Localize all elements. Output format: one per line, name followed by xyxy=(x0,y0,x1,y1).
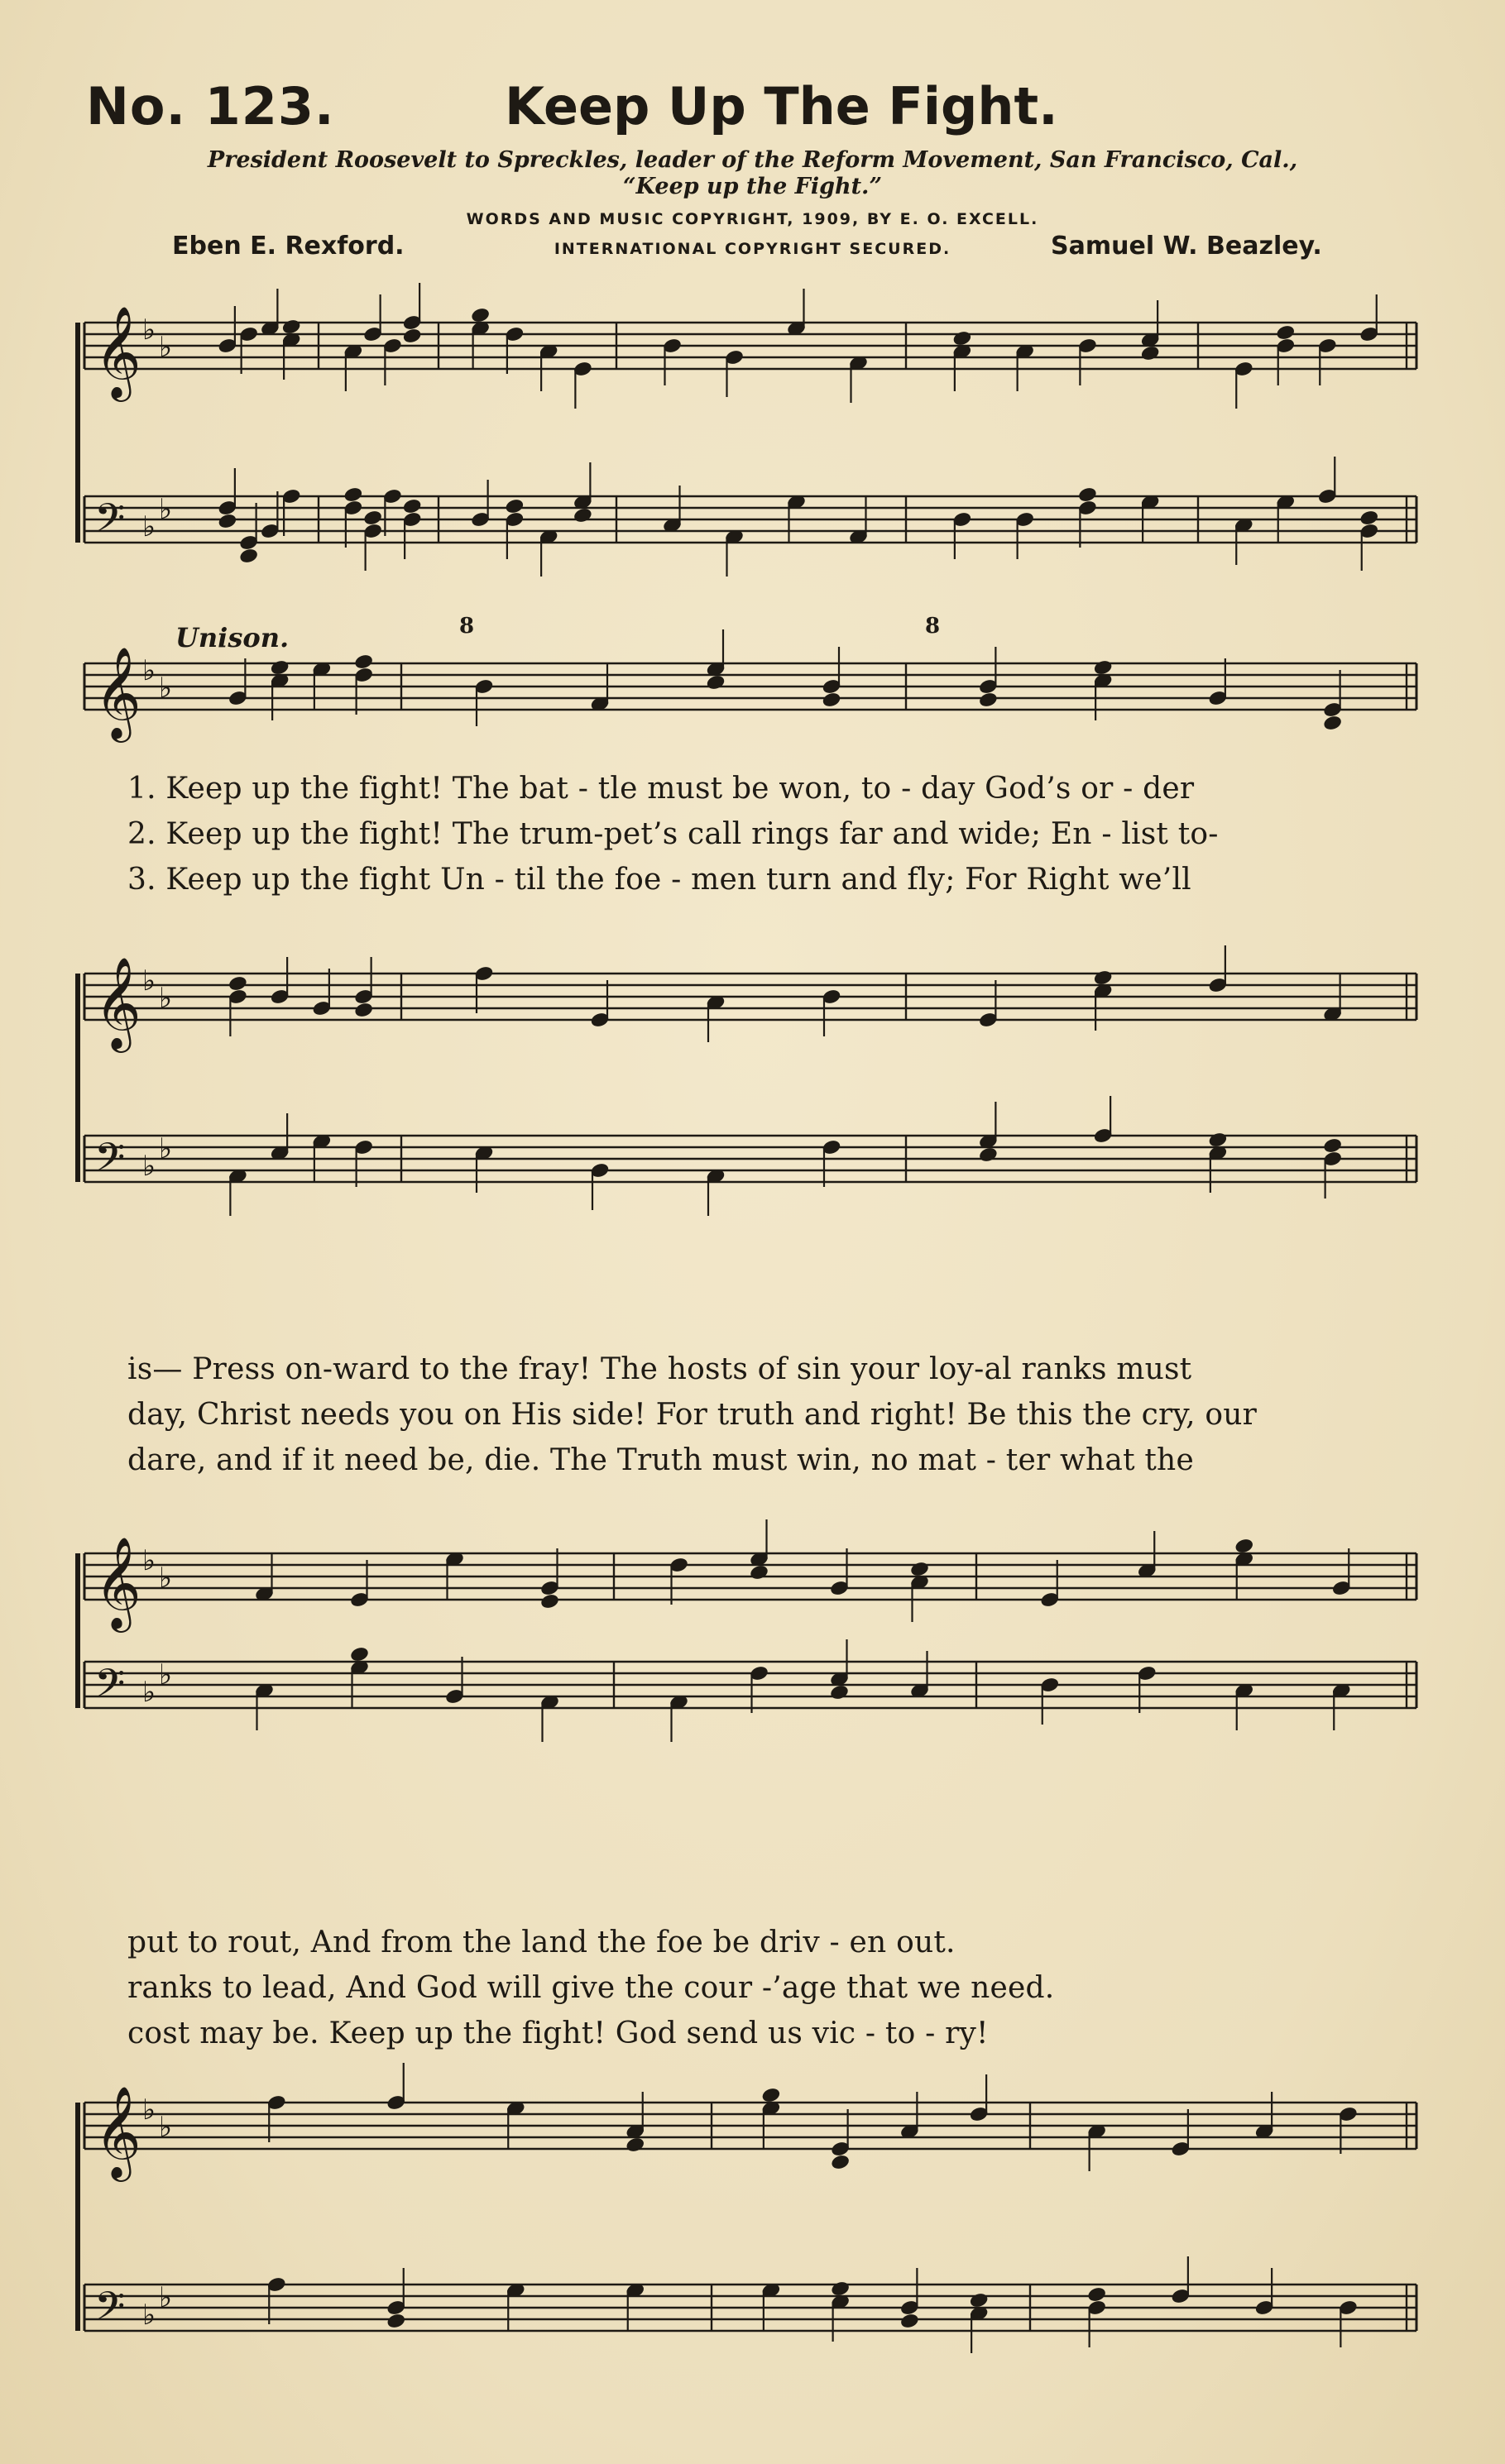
notehead xyxy=(830,1684,850,1701)
unison-direction: Unison. xyxy=(175,622,290,653)
notehead xyxy=(1208,1132,1228,1148)
notehead xyxy=(750,1564,769,1581)
epigraph-line-2: “Keep up the Fight.” xyxy=(623,174,882,199)
octave-mark: 8 xyxy=(459,614,475,639)
hymn-title: Keep Up The Fight. xyxy=(505,76,1058,136)
treble-clef-icon: 𝄞 xyxy=(94,305,141,398)
copyright-notice: WORDS AND MUSIC COPYRIGHT, 1909, BY E. O. EXCELL. xyxy=(466,210,1039,228)
notehead xyxy=(1093,659,1113,676)
bass-clef-icon: 𝄢 xyxy=(94,1134,126,1190)
lyric-verse-2: day, Christ needs you on His side! For truth and right! Be this the cry, our xyxy=(127,1398,1258,1432)
lyric-verse-1: is— Press on-ward to the fray! The hosts of sin your loy-al ranks must xyxy=(127,1352,1192,1386)
notehead xyxy=(1323,1137,1343,1154)
bass-clef-icon: 𝄢 xyxy=(94,495,126,551)
flat-icon: ♭ xyxy=(159,493,173,526)
notehead xyxy=(831,2280,851,2297)
notehead xyxy=(1140,345,1160,361)
flat-icon: ♭ xyxy=(142,2093,156,2127)
flat-icon: ♭ xyxy=(142,2299,156,2332)
notehead xyxy=(1078,486,1098,503)
lyric-verse-3: 3. Keep up the fight Un - til the foe - men turn and fly; For Right we’ll xyxy=(127,863,1191,897)
bass-clef-icon: 𝄢 xyxy=(94,1660,126,1716)
notehead xyxy=(350,1646,370,1663)
hymn-number: No. 123. xyxy=(86,76,335,136)
lyric-verse-1: 1. Keep up the fight! The bat - tle must be won, to - day God’s or - der xyxy=(127,772,1195,806)
notehead xyxy=(831,2154,851,2170)
lyricist-credit: Eben E. Rexford. xyxy=(172,232,405,261)
flat-icon: ♭ xyxy=(142,1676,156,1709)
notehead xyxy=(471,307,491,323)
flat-icon: ♭ xyxy=(159,331,173,364)
epigraph-line-1: President Roosevelt to Spreckles, leader of the Reform Movement, San Francisco, Cal., xyxy=(207,147,1298,173)
notehead xyxy=(270,659,290,676)
notehead xyxy=(822,691,841,708)
notehead xyxy=(625,2136,645,2153)
notehead xyxy=(343,486,363,503)
lyric-verse-3: cost may be. Keep up the fight! God send us vic - to - ry! xyxy=(127,2017,989,2050)
notehead xyxy=(218,513,237,529)
notehead xyxy=(402,328,422,344)
flat-icon: ♭ xyxy=(159,1562,173,1595)
notehead xyxy=(505,498,525,514)
notehead xyxy=(1323,715,1343,731)
notehead xyxy=(386,2313,406,2329)
flat-icon: ♭ xyxy=(159,1132,173,1165)
octave-mark: 8 xyxy=(925,614,941,639)
treble-clef-icon: 𝄞 xyxy=(94,1536,141,1629)
notehead xyxy=(1093,969,1113,986)
bass-clef-icon: 𝄢 xyxy=(94,2283,126,2339)
notehead xyxy=(761,2087,781,2103)
notehead xyxy=(979,1146,999,1163)
flat-icon: ♭ xyxy=(142,1544,156,1577)
treble-clef-icon: 𝄞 xyxy=(94,2085,141,2178)
flat-icon: ♭ xyxy=(142,964,156,998)
notehead xyxy=(540,1593,560,1610)
flat-icon: ♭ xyxy=(142,510,156,543)
notehead xyxy=(969,2292,989,2309)
notehead xyxy=(910,1561,930,1577)
flat-icon: ♭ xyxy=(159,1658,173,1691)
notehead xyxy=(706,674,726,691)
flat-icon: ♭ xyxy=(159,2111,173,2144)
flat-icon: ♭ xyxy=(159,672,173,705)
lyric-verse-3: dare, and if it need be, die. The Truth must win, no mat - ter what the xyxy=(127,1443,1194,1477)
composer-credit: Samuel W. Beazley. xyxy=(1051,232,1322,261)
flat-icon: ♭ xyxy=(159,982,173,1015)
notehead xyxy=(1359,510,1379,526)
flat-icon: ♭ xyxy=(142,313,156,347)
notehead xyxy=(363,510,383,526)
lyric-verse-1: put to rout, And from the land the foe be driv - en out. xyxy=(127,1926,956,1959)
notehead xyxy=(1234,1538,1254,1554)
notehead xyxy=(354,1002,374,1018)
flat-icon: ♭ xyxy=(142,1150,156,1183)
notehead xyxy=(354,653,374,670)
notehead xyxy=(573,507,593,524)
flat-icon: ♭ xyxy=(142,654,156,687)
notehead xyxy=(281,318,301,335)
international-copyright: INTERNATIONAL COPYRIGHT SECURED. xyxy=(554,240,951,258)
notehead xyxy=(402,498,422,514)
notehead xyxy=(239,548,259,564)
notehead xyxy=(952,330,972,347)
notehead xyxy=(1276,324,1296,341)
notehead xyxy=(1087,2286,1107,2303)
lyric-verse-2: 2. Keep up the fight! The trum-pet’s call rings far and wide; En - list to- xyxy=(127,817,1219,851)
notehead xyxy=(228,975,248,992)
treble-clef-icon: 𝄞 xyxy=(94,956,141,1049)
lyric-verse-2: ranks to lead, And God will give the cour -’age that we need. xyxy=(127,1971,1055,2005)
flat-icon: ♭ xyxy=(159,2281,173,2314)
notehead xyxy=(979,691,999,708)
notehead xyxy=(900,2313,920,2329)
treble-clef-icon: 𝄞 xyxy=(94,646,141,739)
